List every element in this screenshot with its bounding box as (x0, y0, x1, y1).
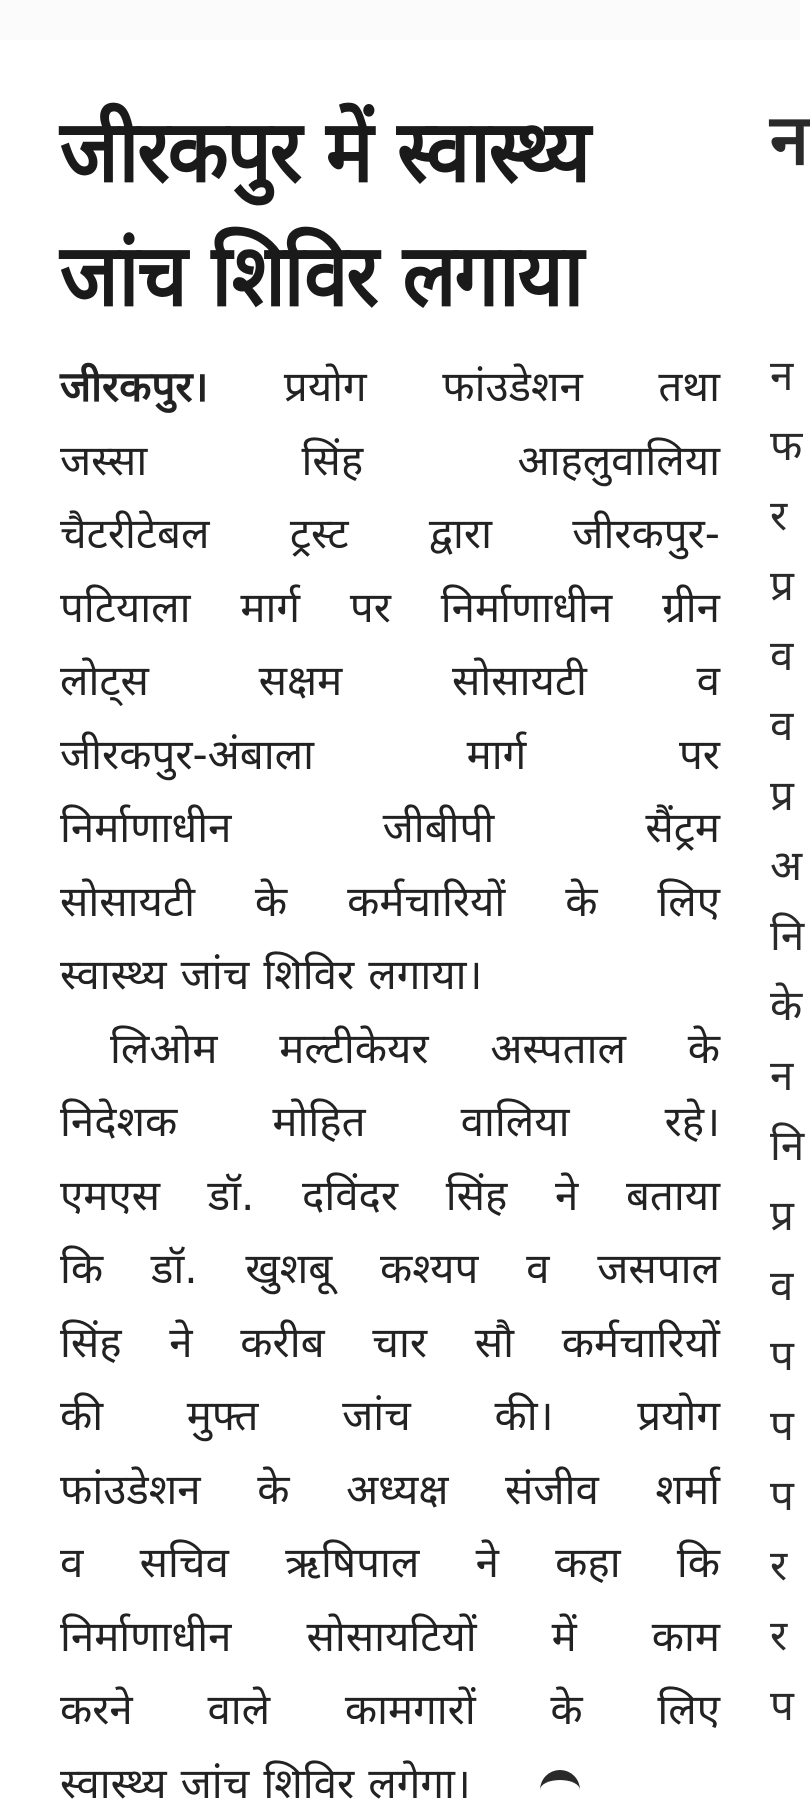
article-word: जांच (181, 1747, 250, 1820)
adjacent-text-fragment: र (770, 1545, 787, 1587)
article-line (60, 424, 720, 498)
article-word: डॉ. (151, 1232, 198, 1306)
article-word: के (550, 1673, 582, 1747)
article-line (60, 1012, 720, 1086)
article-word: व (526, 1232, 549, 1306)
article-word: कर्मचारियों (347, 865, 505, 939)
article-word: जांच (342, 1379, 411, 1453)
adjacent-text-fragment: नि (770, 915, 804, 957)
dateline: जीरकपुर। (60, 350, 208, 424)
article-word: व (697, 644, 720, 718)
article-word: प्रयोग (637, 1379, 720, 1453)
article-line (60, 1232, 720, 1306)
article-word: अस्पताल (490, 1012, 626, 1086)
article-word: सौ (475, 1306, 514, 1380)
page-top-margin (0, 0, 800, 40)
article-word: के (257, 1453, 289, 1527)
article-line (60, 1379, 720, 1453)
article-word: ने (476, 1526, 499, 1600)
article-word: वाले (207, 1673, 270, 1747)
article-word: बताया (626, 1159, 720, 1233)
article-word: रहे। (665, 1085, 720, 1159)
article-word: ट्रस्ट (290, 497, 349, 571)
adjacent-text-fragment: प (770, 1405, 794, 1447)
article-line (60, 1747, 720, 1820)
adjacent-text-fragment: के (770, 985, 802, 1027)
article-word: कामगारों (345, 1673, 476, 1747)
article-word: सिंह (60, 1306, 122, 1380)
article-word: खुशबू (245, 1232, 332, 1306)
article-line (60, 718, 720, 792)
article-line (60, 1085, 720, 1159)
article-line (60, 1673, 720, 1747)
article-word: कर्मचारियों (562, 1306, 720, 1380)
article-word: लिए (657, 865, 720, 939)
article-word: प्रयोग (284, 350, 367, 424)
article-line (60, 1159, 720, 1233)
article-word: की। (494, 1379, 553, 1453)
article-word: मार्ग (467, 718, 527, 792)
article-word: काम (652, 1600, 720, 1674)
adjacent-text-fragment: प (770, 1335, 794, 1377)
article-word: शिविर (263, 938, 354, 1012)
article-line (60, 644, 720, 718)
article-word: के (565, 865, 597, 939)
article-word: जीरकपुर-अंबाला (60, 718, 314, 792)
article-word: चार (372, 1306, 427, 1380)
article-word: मार्ग (240, 571, 300, 645)
article-word: लगाया। (368, 938, 482, 1012)
article-word: जसपाल (597, 1232, 720, 1306)
article-word: करीब (240, 1306, 324, 1380)
adjacent-text-fragment: न (770, 1055, 793, 1097)
article-word: मल्टीकेयर (279, 1012, 428, 1086)
article-word: ने (169, 1306, 192, 1380)
headline-line-2: जांच शिविर लगाया (60, 214, 667, 338)
article-word: कि (60, 1232, 103, 1306)
article-word: फांउडेशन (442, 350, 583, 424)
article-word: जीबीपी (383, 791, 495, 865)
article-word: जांच (181, 938, 250, 1012)
adjacent-headline-fragment: न (770, 105, 809, 175)
article-word: ने (555, 1159, 578, 1233)
headline-line-1: जीरकपुर में स्वास्थ्य (60, 90, 667, 214)
adjacent-text-fragment: नि (770, 1125, 804, 1167)
article-word: सिंह (302, 424, 364, 498)
article-word: पर (679, 718, 720, 792)
article-word: स्वास्थ्य (60, 938, 167, 1012)
article-word: आहलुवालिया (517, 424, 720, 498)
article-word: ऋषिपाल (285, 1526, 419, 1600)
article-word: शिविर (263, 1747, 354, 1820)
article-word: निर्माणाधीन (60, 1600, 231, 1674)
article-word: के (255, 865, 287, 939)
article-word: वालिया (461, 1085, 570, 1159)
article-word: चैटरीटेबल (60, 497, 210, 571)
adjacent-text-fragment: प्र (770, 565, 794, 607)
article-line (60, 571, 720, 645)
article-word: स्वास्थ्य (60, 1747, 167, 1820)
article-word: जस्सा (60, 424, 147, 498)
adjacent-text-fragment: व (770, 635, 793, 677)
article-line (60, 350, 720, 424)
article-word: लोट्स (60, 644, 149, 718)
adjacent-text-fragment: व (770, 705, 793, 747)
article-word: व (60, 1526, 83, 1600)
article-line (60, 791, 720, 865)
adjacent-text-fragment: अ (770, 845, 802, 887)
adjacent-text-fragment: व (770, 1265, 793, 1307)
article-word: संजीव (505, 1453, 599, 1527)
adjacent-text-fragment: प्र (770, 775, 794, 817)
article-line (60, 865, 720, 939)
article-word: शर्मा (655, 1453, 720, 1527)
adjacent-column-clipped (770, 0, 810, 1790)
adjacent-text-fragment: र (770, 495, 787, 537)
adjacent-text-fragment: र (770, 1615, 787, 1657)
article-word: सक्षम (259, 644, 343, 718)
article-word: जीरकपुर- (572, 497, 720, 571)
article-word: कहा (555, 1526, 620, 1600)
article-body (60, 350, 720, 1820)
article-word: सोसायटी (452, 644, 587, 718)
article-word: फांउडेशन (60, 1453, 201, 1527)
article-word: करने (60, 1673, 133, 1747)
adjacent-text-fragment: न (770, 355, 793, 397)
adjacent-text-fragment: प (770, 1475, 794, 1517)
article-word: मुफ्त (187, 1379, 259, 1453)
article-word: अध्यक्ष (346, 1453, 448, 1527)
article-line (60, 1453, 720, 1527)
headline (60, 90, 667, 338)
article-word: दविंदर (302, 1159, 398, 1233)
article-line (60, 1306, 720, 1380)
article-word: की (60, 1379, 103, 1453)
adjacent-text-fragment: फ (770, 425, 802, 467)
article-word: डॉ. (208, 1159, 255, 1233)
article-word: सचिव (140, 1526, 229, 1600)
article-word: निर्माणाधीन (60, 791, 231, 865)
article-word: निदेशक (60, 1085, 177, 1159)
article-word: तथा (658, 350, 720, 424)
article-word: सोसायटी (60, 865, 195, 939)
article-word: ग्रीन (662, 571, 720, 645)
article-line (60, 1526, 720, 1600)
article-word: सोसायटियों (306, 1600, 476, 1674)
article-word: एमएस (60, 1159, 160, 1233)
article-word: कश्यप (380, 1232, 478, 1306)
article-word: लिओम (110, 1012, 217, 1086)
article-word: द्वारा (429, 497, 492, 571)
article-word: के (688, 1012, 720, 1086)
article-word: सैंट्रम (645, 791, 720, 865)
article-line (60, 1600, 720, 1674)
article-line (60, 938, 720, 1012)
article-word: में (552, 1600, 577, 1674)
article-word: मोहित (272, 1085, 365, 1159)
adjacent-text-fragment: प्र (770, 1195, 794, 1237)
article-word: लगेगा। (368, 1747, 471, 1820)
article-word: पर (350, 571, 391, 645)
article-word: सिंह (446, 1159, 508, 1233)
article-word: निर्माणाधीन (441, 571, 612, 645)
article-line (60, 497, 720, 571)
adjacent-text-fragment: प (770, 1685, 794, 1727)
article-word: पटियाला (60, 571, 191, 645)
article-word: लिए (657, 1673, 720, 1747)
article-word: कि (677, 1526, 720, 1600)
